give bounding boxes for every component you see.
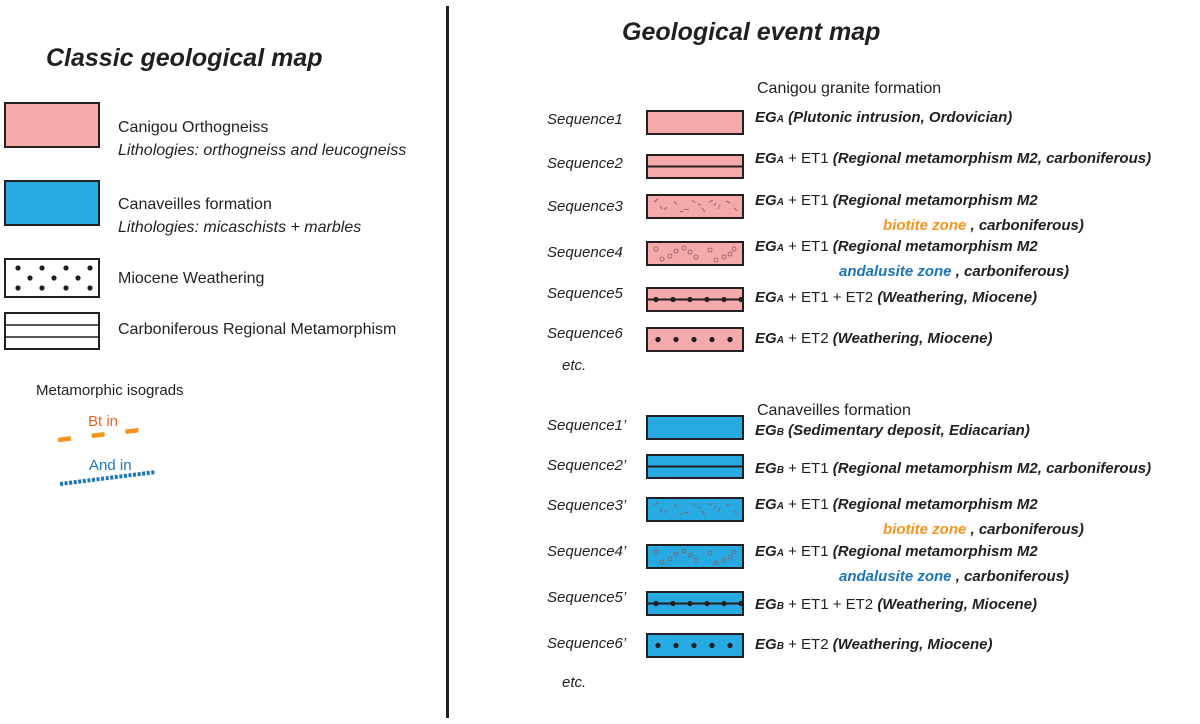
miocene-weathering-swatch xyxy=(4,258,100,298)
sequence-label: Sequence2’ xyxy=(547,457,627,474)
sequence-label: Sequence2 xyxy=(547,155,623,172)
legend-canaveilles-name: Canaveilles formation xyxy=(118,196,272,213)
sequence-swatch xyxy=(646,454,744,479)
sequence-description: EGB (Sedimentary deposit, Ediacarian) xyxy=(755,422,1030,439)
sequence-label: Sequence5’ xyxy=(547,589,627,606)
and-isograd-line xyxy=(58,466,160,488)
sequence-swatch xyxy=(646,544,744,569)
sequence-swatch xyxy=(646,110,744,135)
group-heading-canigou: Canigou granite formation xyxy=(757,80,942,97)
canaveilles-formation-swatch xyxy=(4,180,100,226)
sequence-description: EGA + ET2 (Weathering, Miocene) xyxy=(755,330,993,347)
sequence-swatch xyxy=(646,497,744,522)
sequence-description: EGA (Plutonic intrusion, Ordovician) xyxy=(755,109,1013,126)
bt-isograd-line xyxy=(56,424,160,444)
sequence-label: Sequence4 xyxy=(547,244,623,261)
panel-divider xyxy=(446,6,449,718)
legend-item-canaveilles xyxy=(118,193,361,239)
sequence-swatch xyxy=(646,415,744,440)
sequence-label: Sequence1 xyxy=(547,111,623,128)
sequence-label: Sequence6’ xyxy=(547,635,627,652)
sequence-description: EGB + ET1 (Regional metamorphism M2, carboniferous) xyxy=(755,460,1152,477)
sequence-description: EGA + ET1 (Regional metamorphism M2 andalusite zone , carboniferous) xyxy=(755,543,1070,585)
legend-item-canigou xyxy=(118,116,406,162)
canigou-orthogneiss-swatch xyxy=(4,102,100,148)
sequence-label: Sequence1’ xyxy=(547,417,627,434)
sequence-swatch xyxy=(646,591,744,616)
legend-carboniferous-metamorphism: Carboniferous Regional Metamorphism xyxy=(118,321,397,338)
and-isograd-label: And in xyxy=(89,457,132,474)
sequence-label: Sequence3’ xyxy=(547,497,627,514)
group-heading-canaveilles: Canaveilles formation xyxy=(757,402,911,419)
sequence-swatch xyxy=(646,633,744,658)
sequence-description: EGA + ET1 (Regional metamorphism M2 biotite zone , carboniferous) xyxy=(755,496,1084,538)
bt-isograd-label: Bt in xyxy=(88,413,119,430)
etc-label: etc. xyxy=(562,357,587,374)
sequence-swatch xyxy=(646,287,744,312)
sequence-description: EGB + ET2 (Weathering, Miocene) xyxy=(755,636,993,653)
sequence-description: EGA + ET1 (Regional metamorphism M2, carboniferous) xyxy=(755,150,1152,167)
legend-canigou-lithologies: Lithologies: orthogneiss and leucogneiss xyxy=(118,142,407,159)
sequence-description: EGB + ET1 + ET2 (Weathering, Miocene) xyxy=(755,596,1038,613)
sequence-swatch xyxy=(646,154,744,179)
classic-map-title: Classic geological map xyxy=(46,44,323,72)
sequence-description: EGA + ET1 + ET2 (Weathering, Miocene) xyxy=(755,289,1038,306)
sequence-label: Sequence6 xyxy=(547,325,623,342)
legend-canaveilles-lithologies: Lithologies: micaschists + marbles xyxy=(118,219,362,236)
event-map-title: Geological event map xyxy=(622,18,881,46)
sequence-description: EGA + ET1 (Regional metamorphism M2 biotite zone , carboniferous) xyxy=(755,192,1084,234)
sequence-swatch xyxy=(646,327,744,352)
sequence-label: Sequence3 xyxy=(547,198,623,215)
sequence-label: Sequence5 xyxy=(547,285,623,302)
sequence-label: Sequence4’ xyxy=(547,543,627,560)
carboniferous-metamorphism-swatch xyxy=(4,312,100,350)
etc-label: etc. xyxy=(562,674,587,691)
legend-canigou-name: Canigou Orthogneiss xyxy=(118,119,269,136)
sequence-swatch xyxy=(646,194,744,219)
legend-miocene-weathering: Miocene Weathering xyxy=(118,270,265,287)
sequence-description: EGA + ET1 (Regional metamorphism M2 andalusite zone , carboniferous) xyxy=(755,238,1070,280)
sequence-swatch xyxy=(646,241,744,266)
isograds-title: Metamorphic isograds xyxy=(36,382,184,399)
